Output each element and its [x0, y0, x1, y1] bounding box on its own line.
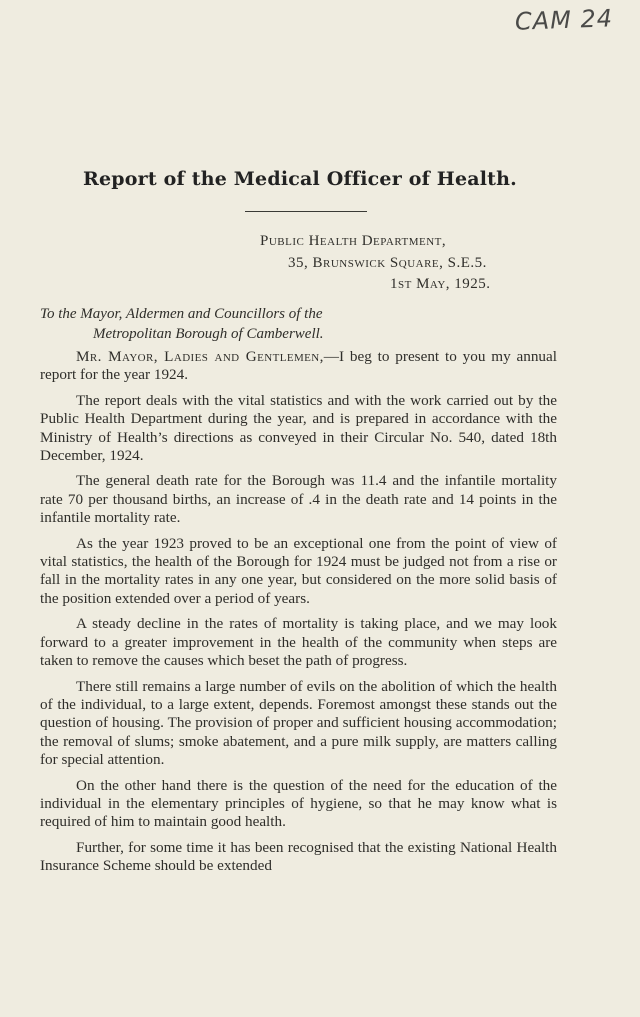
- body-paragraph: The general death rate for the Borough was 11.4 and the infantile mortality rate 70 per thousand births, an increase of .4 in the death rate and 14 points in the infantile mortality rate.: [40, 472, 557, 527]
- body-paragraph: The report deals with the vital statistics and with the work carried out by the Public Health Department during the year, and is prepared in accordance with the Ministry of Health’s directions as conveyed in their Circular No. 540, dated 18th December, 1924.: [40, 391, 557, 465]
- title-divider: [245, 211, 367, 212]
- opening-address: Mr. Mayor, Ladies and Gentlemen,: [76, 348, 324, 365]
- report-body: [40, 348, 557, 883]
- salutation-line-1: To the Mayor, Aldermen and Councillors of the: [40, 306, 323, 322]
- body-paragraph: There still remains a large number of evils on the abolition of which the health of the individual, to a large extent, depends. Foremost amongst these stands out the question of housing. The provision of proper and sufficient housing accommodation; the removal of slums; smoke abatement, and a pure milk supply, are matters calling for special attention.: [40, 677, 557, 769]
- opening-text: —I beg to present to you my annual report for the year 1924.: [40, 348, 557, 384]
- salutation: [40, 304, 324, 344]
- body-paragraph: Further, for some time it has been recognised that the existing National Health Insurance Scheme should be extended: [40, 838, 557, 875]
- address-department: Public Health Department,: [260, 233, 447, 249]
- address-street: 35, Brunswick Square, S.E.5.: [288, 255, 487, 271]
- salutation-line-2: Metropolitan Borough of Camberwell.: [93, 326, 324, 342]
- body-paragraph: As the year 1923 proved to be an exceptional one from the point of view of vital statistics, the health of the Borough for 1924 must be judged not from a rise or fall in the mortality rates in any one year, but considered on the more solid basis of the position extended over a period of years.: [40, 534, 557, 607]
- body-paragraph: A steady decline in the rates of mortality is taking place, and we may look forward to a greater improvement in the health of the community when steps are taken to remove the causes which beset the path of progress.: [40, 615, 557, 670]
- address-date: 1st May, 1925.: [390, 276, 491, 292]
- handwritten-reference: CAM 24: [514, 4, 614, 36]
- opening-paragraph: [40, 348, 557, 385]
- report-title: Report of the Medical Officer of Health.: [83, 168, 517, 190]
- body-paragraph: On the other hand there is the question of the need for the education of the individual in the elementary principles of hygiene, so that he may know what is required of him to maintain good health.: [40, 776, 557, 831]
